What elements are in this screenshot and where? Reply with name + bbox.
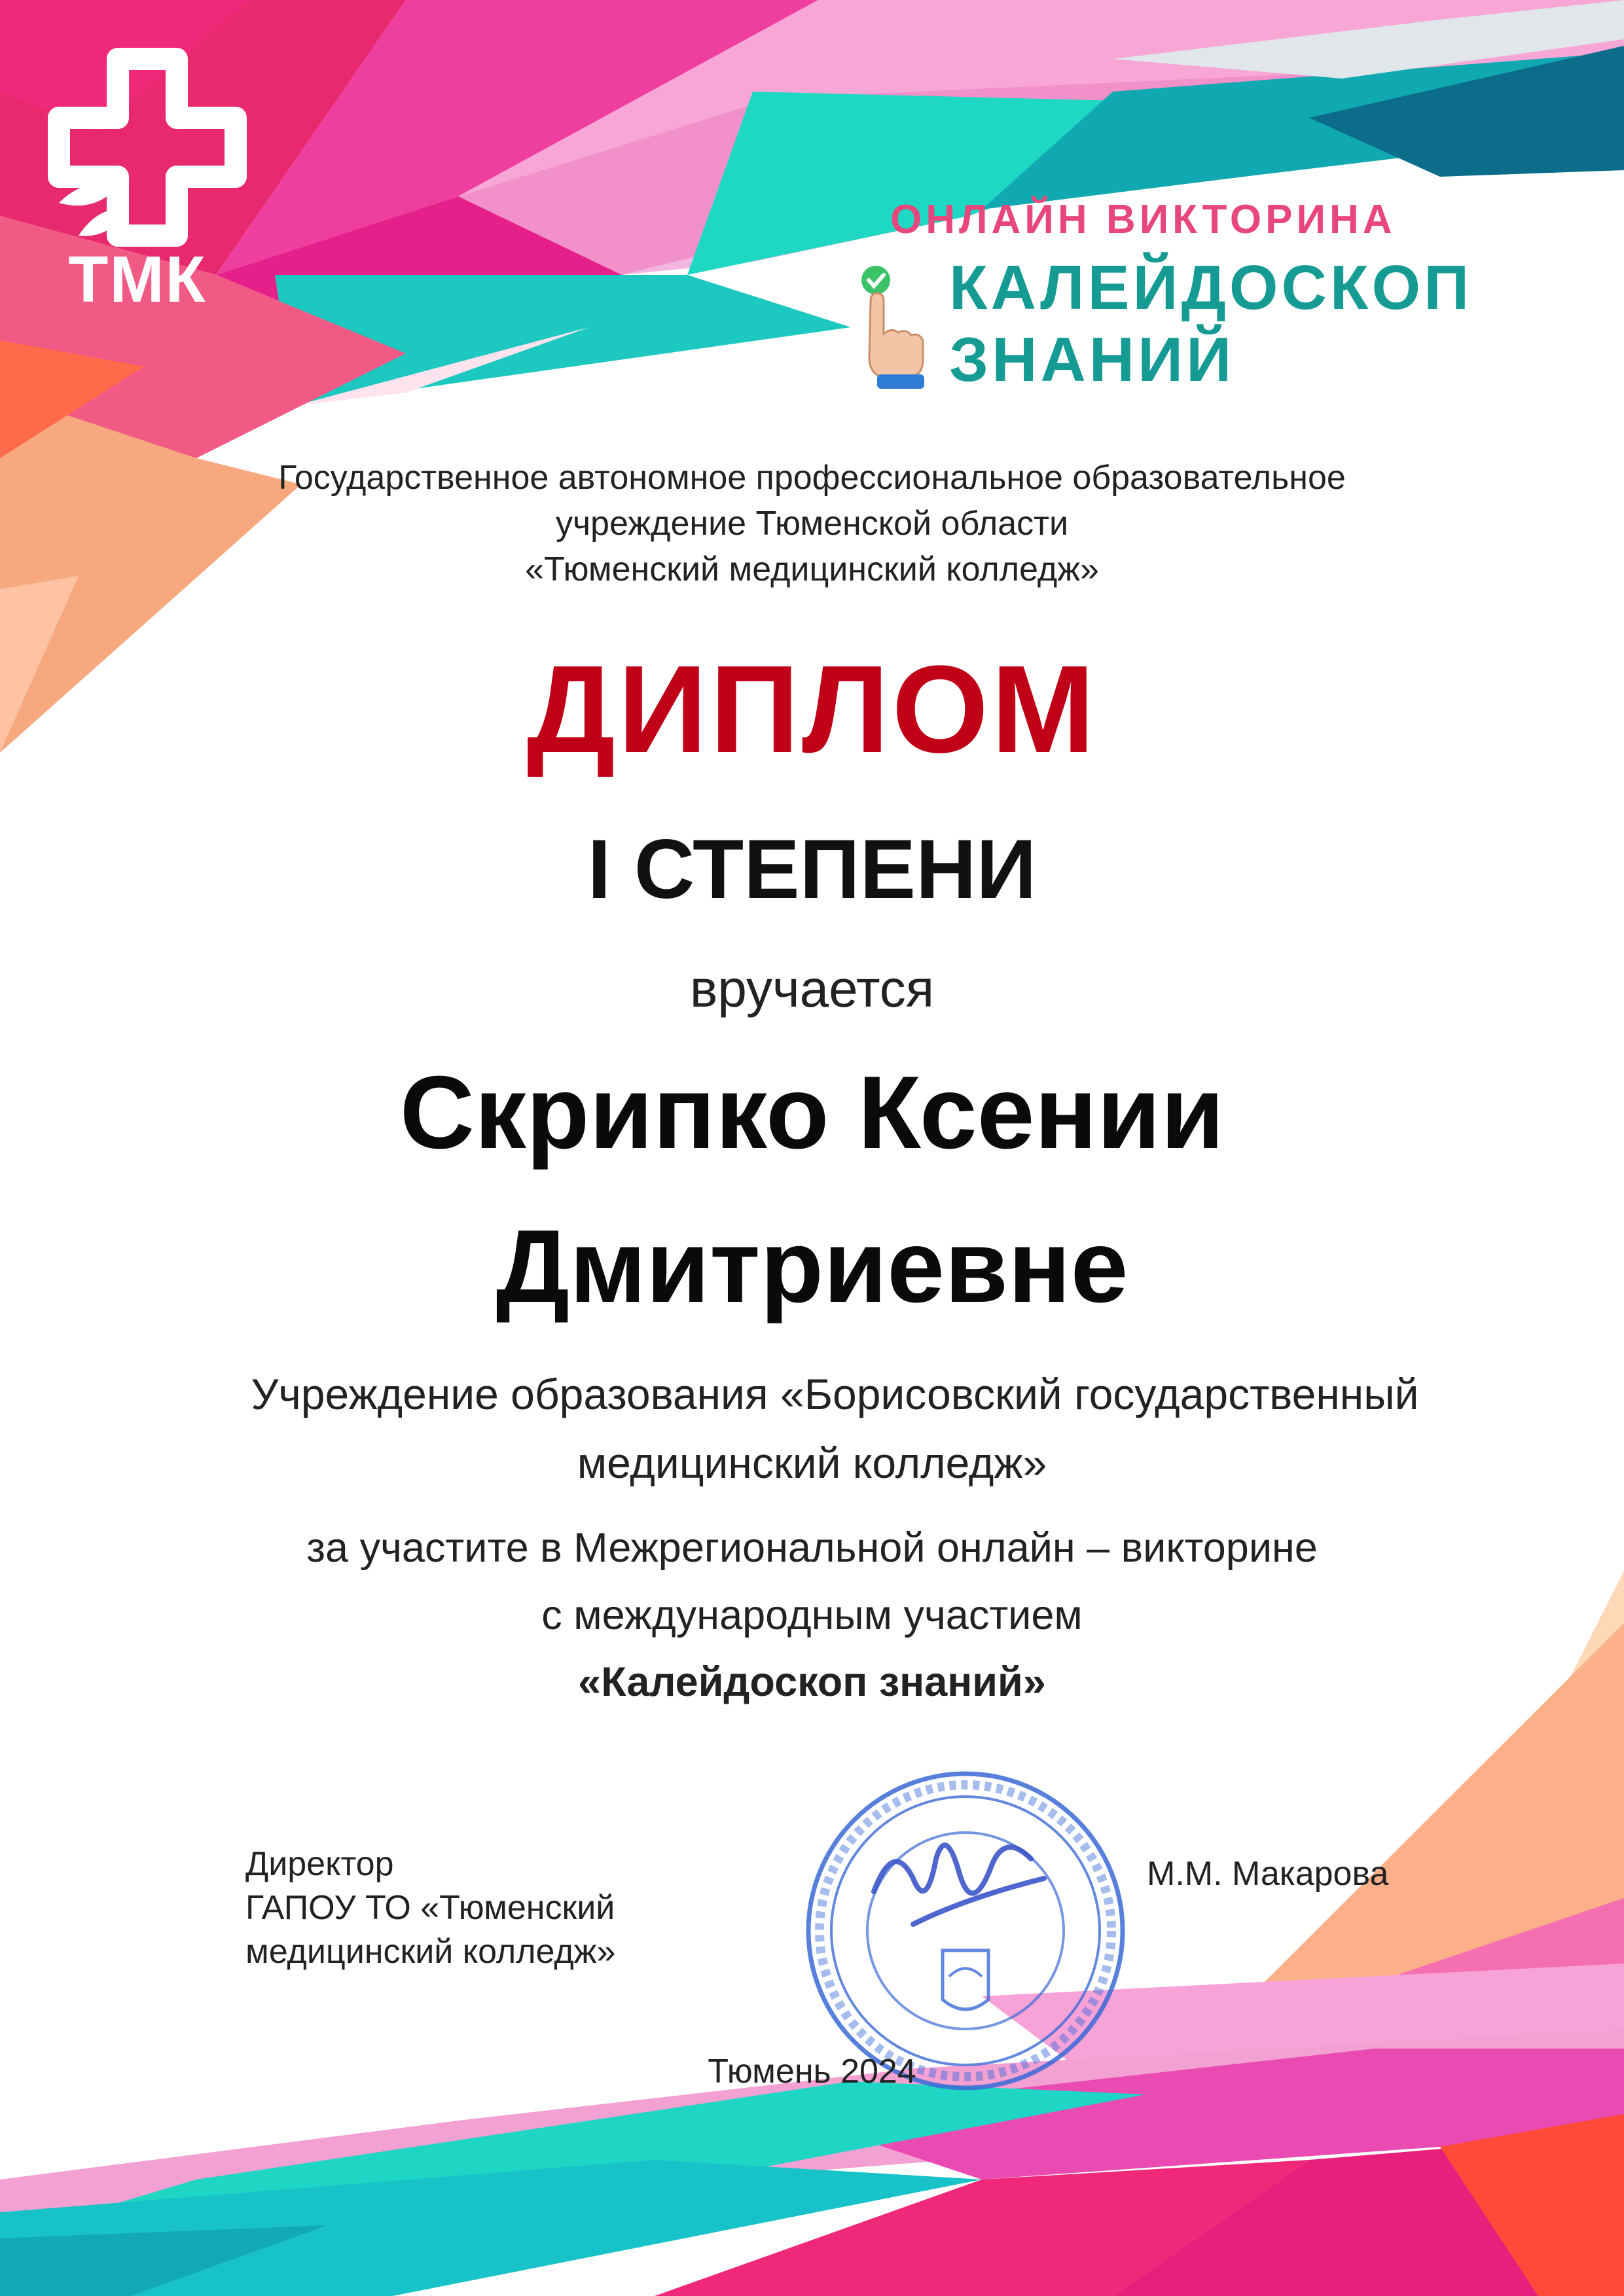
quiz-logo-line2: КАЛЕЙДОСКОП	[949, 253, 1473, 323]
medical-cross-icon	[39, 46, 255, 262]
signatory-role-line2: ГАПОУ ТО «Тюменский	[245, 1889, 615, 1927]
organization-line1: Государственное автономное профессиональное образовательное	[278, 459, 1346, 497]
diploma-degree: I СТЕПЕНИ	[587, 823, 1037, 916]
quiz-logo-line1: ОНЛАЙН ВИКТОРИНА	[890, 197, 1396, 242]
institution-line1: Учреждение образования «Борисовский государственный	[251, 1370, 1419, 1418]
quiz-logo	[851, 196, 1506, 406]
city-year: Тюмень 2024	[708, 2053, 916, 2090]
institution-line2: медицинский колледж»	[577, 1439, 1047, 1487]
participation-line1: за участите в Межрегиональной онлайн – викторине	[306, 1525, 1318, 1571]
quiz-logo-line3: ЗНАНИЙ	[949, 325, 1235, 395]
signatory-role-line1: Директор	[245, 1845, 394, 1883]
organization-line3: «Тюменский медицинский колледж»	[525, 550, 1099, 588]
organization-line2: учреждение Тюменской области	[555, 505, 1069, 543]
official-seal-icon	[795, 1761, 1136, 2101]
awarded-text: вручается	[689, 960, 935, 1018]
tmk-logo	[39, 46, 255, 321]
hand-pointer-icon	[851, 262, 943, 393]
diploma-title: ДИПЛОМ	[526, 640, 1098, 779]
participation-line3: «Калейдоскоп знаний»	[578, 1659, 1046, 1705]
recipient-name-line2: Дмитриевне	[496, 1209, 1128, 1324]
signatory-role-line3: медицинский колледж»	[245, 1933, 616, 1971]
participation-line2: с международным участием	[541, 1592, 1083, 1638]
signatory-name: М.М. Макарова	[1147, 1855, 1389, 1893]
recipient-name-line1: Скрипко Ксении	[399, 1055, 1225, 1170]
tmk-logo-text: ТМК	[68, 243, 207, 316]
